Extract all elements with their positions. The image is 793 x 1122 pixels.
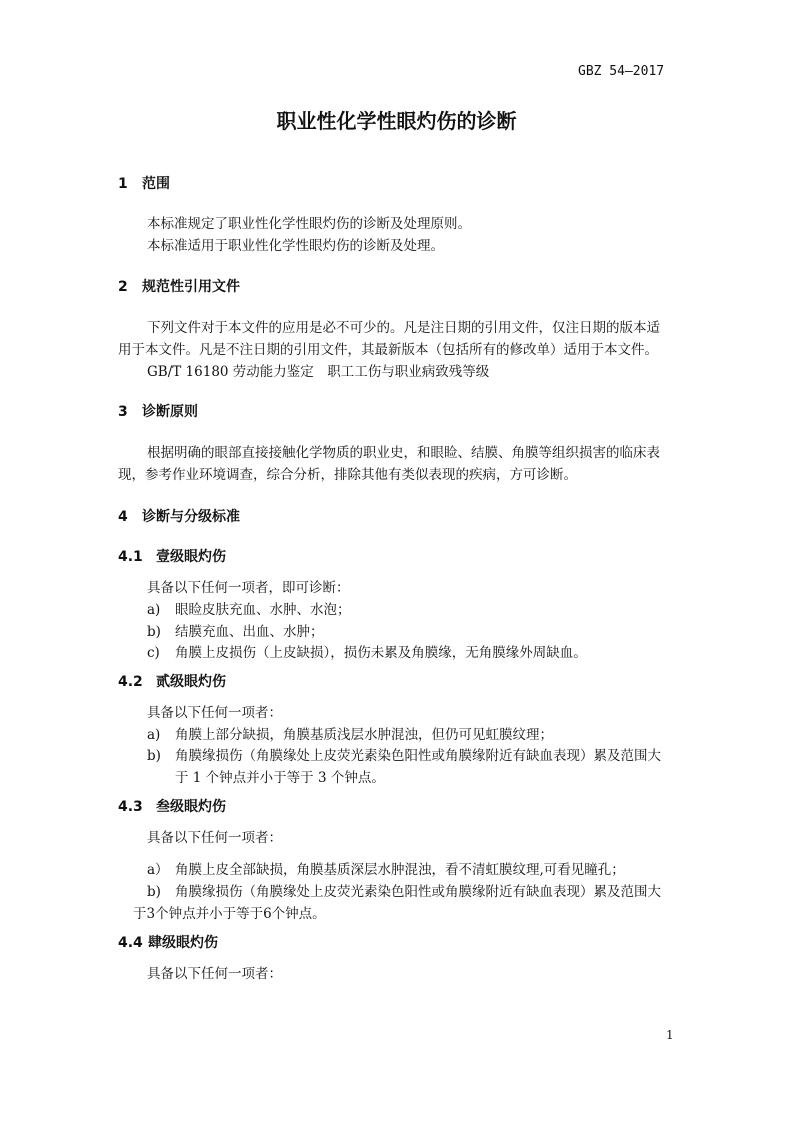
subsection-number: 4.3 [118, 799, 143, 815]
list-item [147, 744, 661, 764]
list-marker: a） [147, 862, 169, 878]
page-number: 1 [666, 1028, 674, 1042]
list-item [147, 880, 661, 900]
subsection-4-3-heading [118, 796, 226, 816]
paragraph-line: 现，参考作业环境调查，综合分析，排除其他有类似表现的疾病，方可诊断。 [118, 467, 577, 483]
list-item [147, 858, 625, 878]
section-title: 范围 [142, 176, 170, 192]
subsection-number: 4.1 [118, 549, 143, 565]
subsection-title: 壹级眼灼伤 [156, 549, 226, 565]
section-4-heading [118, 506, 240, 526]
list-marker: b) [147, 624, 161, 640]
intro-line: 具备以下任何一项者： [147, 966, 282, 982]
list-item [147, 723, 553, 743]
subsection-4-1-heading [118, 546, 226, 566]
list-text: 眼睑皮肤充血、水肿、水泡； [175, 602, 351, 618]
subsection-number: 4.2 [118, 674, 143, 690]
section-3-heading [118, 401, 198, 421]
subsection-title: 肆级眼灼伤 [148, 935, 218, 951]
section-title: 规范性引用文件 [142, 279, 240, 295]
list-marker: b) [147, 748, 161, 764]
list-text: 角膜缘损伤（角膜缘处上皮荧光素染色阳性或角膜缘附近有缺血表现）累及范围大 [175, 748, 661, 764]
paragraph-line: 用于本文件。凡是不注日期的引用文件，其最新版本（包括所有的修改单）适用于本文件。 [118, 342, 658, 358]
list-marker: a) [147, 727, 161, 743]
intro-line: 具备以下任何一项者，即可诊断： [147, 580, 350, 596]
subsection-title: 叁级眼灼伤 [156, 799, 226, 815]
section-number: 4 [118, 509, 128, 525]
list-item-continuation: 于 1 个钟点并小于等于 3 个钟点。 [175, 770, 385, 786]
subsection-4-4-heading [118, 932, 218, 952]
intro-line: 具备以下任何一项者： [147, 830, 282, 846]
list-text: 角膜上皮损伤（上皮缺损），损伤未累及角膜缘，无角膜缘外周缺血。 [175, 645, 587, 661]
section-title: 诊断与分级标准 [142, 509, 240, 525]
list-text: 角膜上部分缺损，角膜基质浅层水肿混浊，但仍可见虹膜纹理； [175, 727, 553, 743]
list-marker: c) [147, 645, 160, 661]
subsection-number: 4.4 [118, 935, 143, 951]
list-marker: b) [147, 884, 161, 900]
section-number: 3 [118, 404, 128, 420]
list-marker: a) [147, 602, 161, 618]
paragraph: 本标准规定了职业性化学性眼灼伤的诊断及处理原则。 [147, 216, 471, 232]
section-2-heading [118, 276, 240, 296]
list-item-continuation: 于3个钟点并小于等于6个钟点。 [133, 906, 326, 922]
list-item [147, 641, 587, 661]
section-number: 1 [118, 176, 128, 192]
section-number: 2 [118, 279, 128, 295]
list-text: 结膜充血、出血、水肿； [175, 624, 324, 640]
paragraph-line: 下列文件对于本文件的应用是必不可少的。凡是注日期的引用文件，仅注日期的版本适 [147, 320, 660, 336]
standard-code: GBZ 54—2017 [578, 64, 665, 79]
paragraph: 本标准适用于职业性化学性眼灼伤的诊断及处理。 [147, 238, 444, 254]
list-item [147, 598, 351, 618]
paragraph-line: 根据明确的眼部直接接触化学物质的职业史，和眼睑、结膜、角膜等组织损害的临床表 [147, 445, 660, 461]
section-title: 诊断原则 [142, 404, 198, 420]
intro-line: 具备以下任何一项者： [147, 705, 282, 721]
list-item [147, 620, 324, 640]
subsection-title: 贰级眼灼伤 [156, 674, 226, 690]
document-title: 职业性化学性眼灼伤的诊断 [276, 109, 517, 133]
normative-reference: GB/T 16180 劳动能力鉴定 职工工伤与职业病致残等级 [147, 364, 490, 380]
list-text: 角膜上皮全部缺损，角膜基质深层水肿混浊，看不清虹膜纹理,可看见瞳孔； [175, 862, 625, 878]
list-text: 角膜缘损伤（角膜缘处上皮荧光素染色阳性或角膜缘附近有缺血表现）累及范围大 [175, 884, 661, 900]
subsection-4-2-heading [118, 671, 226, 691]
section-1-heading [118, 173, 170, 193]
